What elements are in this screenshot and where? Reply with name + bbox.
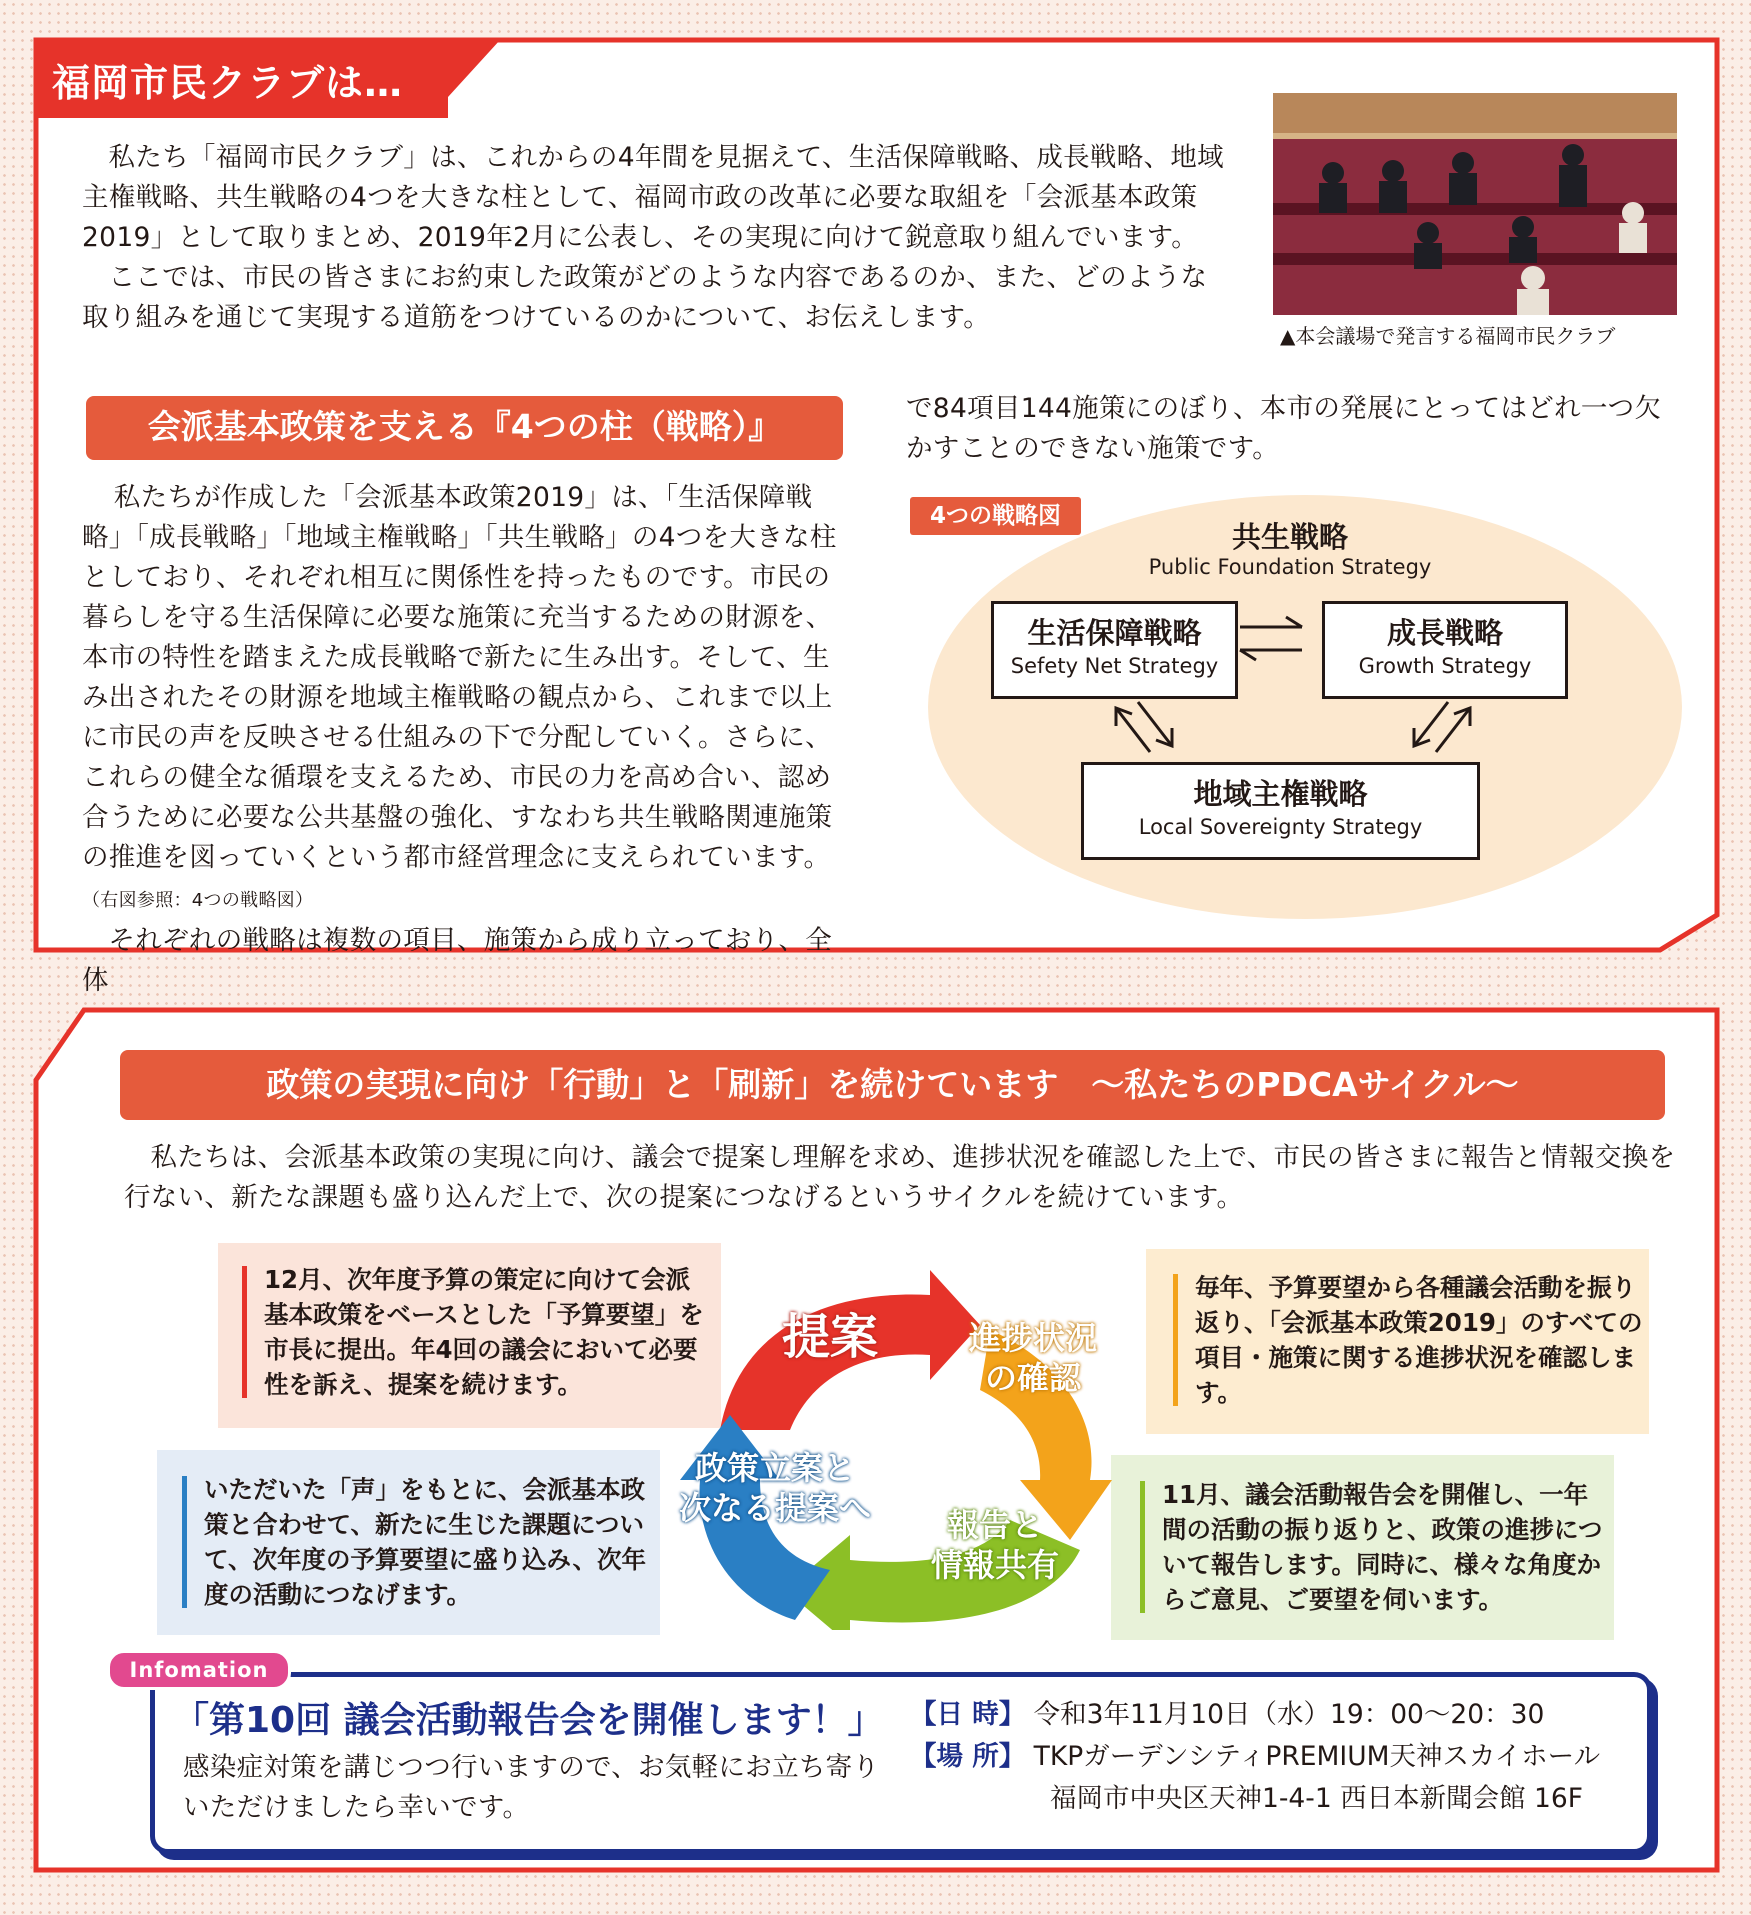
cycle-report — [905, 1505, 1085, 1585]
box-check — [1173, 1270, 1645, 1410]
diagram-top-en: Public Foundation Strategy — [1148, 555, 1432, 579]
diagram-label: 4つの戦略図 — [910, 497, 1081, 535]
body-paragraph-1: 私たちが作成した「会派基本政策2019」は、「生活保障戦略」「成長戦略」「地域主権戦略」「共生戦略」の4つを大きな柱としており、それぞれ相互に関係性を持ったものです。市民の暮らしを守る生活保障に必要な施策に充当するための財源を、本市の特性を踏まえた成長戦略で新たに生み出す。そして、生み出されたその財源を地域主権戦略の観点から、これまで以上に市民の声を反映させる仕組みの下で分配していく。さらに、これらの健全な循環を支えるため、市民の力を高め合い、認め合うために必要な公共基盤の強化、すなわち共生戦略関連施策の推進を図っていくという都市経営理念に支えられています。 — [82, 482, 837, 873]
intro-paragraph-2: ここでは、市民の皆さまにお約束した政策がどのような内容であるのか、また、どのような取り組みを通じて実現する道筋をつけているのかについて、お伝えします。 — [82, 262, 1208, 333]
assembly-photo — [1273, 93, 1677, 315]
cycle-plan — [655, 1448, 895, 1528]
info-place-label: 【場 所】 — [910, 1741, 1026, 1772]
diagram-top-jp: 共生戦略 — [1231, 520, 1348, 554]
section2-intro — [124, 1138, 1679, 1218]
info-address: 福岡市中央区天神1-4-1 西日本新聞会館 16F — [1050, 1783, 1584, 1814]
photo-caption: ▲本会議場で発言する福岡市民クラブ — [1280, 324, 1616, 348]
info-place-value: TKPガーデンシティPREMIUM天神スカイホール — [1033, 1741, 1601, 1772]
intro-paragraph-1: 私たち「福岡市民クラブ」は、これからの4年間を見据えて、生活保障戦略、成長戦略、地域主権戦略、共生戦略の4つを大きな柱として、福岡市政の改革に必要な取組を「会派基本政策2019」として取りまとめ、2019年2月に公表し、その実現に向けて鋭意取り組んでいます。 — [82, 142, 1224, 253]
section1-intro — [82, 138, 1232, 338]
body-note: （右図参照：4つの戦略図） — [82, 890, 314, 911]
cycle-check-1: 進捗状況 — [968, 1319, 1097, 1357]
cycle-report-1: 報告と — [946, 1506, 1043, 1544]
node-growth-jp: 成長戦略 — [1386, 616, 1503, 650]
info-date-label: 【日 時】 — [910, 1699, 1026, 1730]
info-date-row — [910, 1695, 1544, 1735]
box-propose — [242, 1262, 714, 1402]
cycle-plan-1: 政策立案と — [694, 1449, 855, 1487]
node-growth-en: Growth Strategy — [1358, 654, 1532, 678]
node-safety-net-jp: 生活保障戦略 — [1027, 616, 1202, 650]
box-check-text: 毎年、予算要望から各種議会活動を振り返り、「会派基本政策2019」のすべての項目・施策に関する進捗状況を確認します。 — [1195, 1273, 1643, 1407]
cycle-plan-2: 次なる提案へ — [678, 1489, 871, 1527]
node-local-sovereignty — [1081, 762, 1480, 860]
box-plan — [182, 1472, 654, 1612]
info-place-row — [910, 1737, 1600, 1777]
section2-intro-text: 私たちは、会派基本政策の実現に向け、議会で提案し理解を求め、進捗状況を確認した上で、市民の皆さまに報告と情報交換を行ない、新たな課題も盛り込んだ上で、次の提案につなげるというサイクルを続けています。 — [124, 1142, 1676, 1213]
section2-heading: 政策の実現に向け「行動」と「刷新」を続けています ～私たちのPDCAサイクル～ — [266, 1065, 1519, 1104]
body-continued: で84項目144施策にのぼり、本市の発展にとってはどれ一つ欠かすことのできない施策です。 — [906, 393, 1662, 464]
body-paragraph-2: それぞれの戦略は複数の項目、施策から成り立っており、全体 — [82, 925, 833, 996]
cycle-check-2: の確認 — [984, 1359, 1081, 1397]
node-safety-net — [991, 601, 1238, 699]
section1-body — [82, 478, 852, 1001]
box-propose-text: 12月、次年度予算の策定に向けて会派基本政策をベースとした「予算要望」を市長に提出。年4回の議会において必要性を訴え、提案を続けます。 — [264, 1265, 704, 1399]
info-tag: Infomation — [107, 1650, 291, 1690]
node-local-sovereignty-jp: 地域主権戦略 — [1193, 777, 1368, 811]
cycle-check — [948, 1318, 1118, 1398]
subheading: 会派基本政策を支える『4つの柱（戦略）』 — [147, 407, 782, 446]
info-title: 「第10回 議会活動報告会を開催します！」 — [173, 1700, 884, 1741]
box-report-text: 11月、議会活動報告会を開催し、一年間の活動の振り返りと、政策の進捗について報告します。同時に、様々な角度からご意見、ご要望を伺います。 — [1162, 1480, 1603, 1614]
section1-title: 福岡市民クラブは… — [52, 61, 404, 105]
info-desc: 感染症対策を講じつつ行いますので、お気軽にお立ち寄りいただけましたら幸いです。 — [183, 1752, 880, 1823]
info-date-value: 令和3年11月10日（水）19：00～20：30 — [1033, 1699, 1545, 1730]
box-plan-text: いただいた「声」をもとに、会派基本政策と合わせて、新たに生じた課題について、次年度の予算要望に盛り込み、次年度の活動につなげます。 — [204, 1475, 646, 1609]
cycle-propose: 提案 — [781, 1309, 878, 1365]
node-growth — [1322, 601, 1568, 699]
cycle-report-2: 情報共有 — [930, 1546, 1059, 1584]
box-report — [1140, 1477, 1612, 1617]
node-safety-net-en: Sefety Net Strategy — [1010, 654, 1219, 678]
node-local-sovereignty-en: Local Sovereignty Strategy — [1138, 815, 1423, 839]
